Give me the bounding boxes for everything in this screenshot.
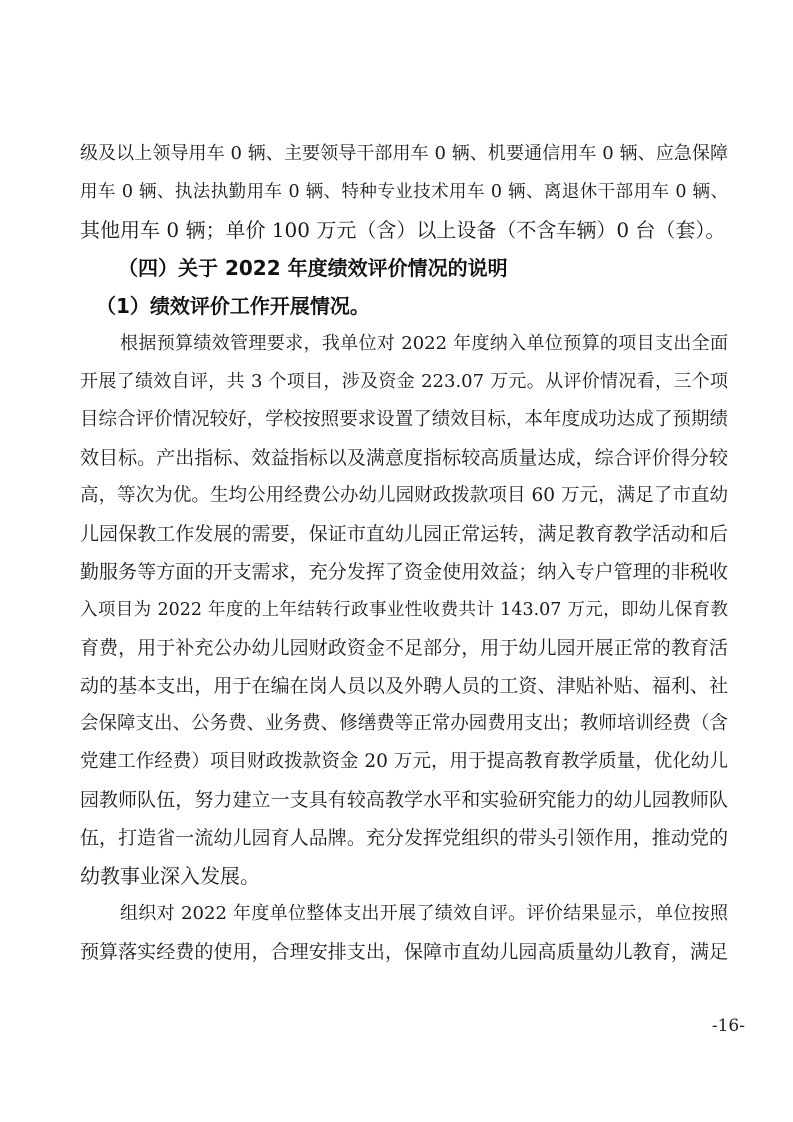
page-number: -16- — [711, 1016, 745, 1036]
text-line: 目综合评价情况较好，学校按照要求设置了绩效目标，本年度成功达成了预期绩 — [80, 409, 728, 430]
text-line: 伍，打造省一流幼儿园育人品牌。充分发挥党组织的带头引领作用，推动党的 — [80, 827, 728, 849]
section-heading: （四）关于 2022 年度绩效评价情况的说明 — [118, 256, 508, 280]
text-line: 高，等次为优。生均公用经费公办幼儿园财政拨款项目 60 万元，满足了市直幼 — [80, 485, 728, 506]
paragraph-first-line: 组织对 2022 年度单位整体支出开展了绩效自评。评价结果显示，单位按照 — [120, 903, 728, 924]
text-line: 效目标。产出指标、效益指标以及满意度指标较高质量达成，综合评价得分较 — [80, 447, 728, 469]
text-line: 入项目为 2022 年度的上年结转行政事业性收费共计 143.07 万元，即幼儿保育教 — [80, 600, 728, 620]
text-line: 园教师队伍，努力建立一支具有较高教学水平和实验研究能力的幼儿园教师队 — [80, 789, 728, 811]
paragraph-first-line: 根据预算绩效管理要求，我单位对 2022 年度纳入单位预算的项目支出全面 — [120, 333, 728, 354]
text-line: 级及以上领导用车 0 辆、主要领导干部用车 0 辆、机要通信用车 0 辆、应急保障 — [80, 143, 728, 164]
text-line: 党建工作经费）项目财政拨款资金 20 万元，用于提高教育教学质量，优化幼儿 — [80, 751, 728, 772]
text-line: 动的基本支出，用于在编在岗人员以及外聘人员的工资、津贴补贴、福利、社 — [80, 675, 728, 697]
text-line: 勤服务等方面的开支需求，充分发挥了资金使用效益；纳入专户管理的非税收 — [80, 561, 728, 583]
text-line: 开展了绩效自评，共 3 个项目，涉及资金 223.07 万元。从评价情况看，三个项 — [80, 371, 728, 392]
text-line: 育费，用于补充公办幼儿园财政资金不足部分，用于幼儿园开展正常的教育活 — [80, 637, 728, 659]
text-line: 会保障支出、公务费、业务费、修缮费等正常办园费用支出；教师培训经费（含 — [80, 713, 728, 734]
text-line: 幼教事业深入发展。 — [80, 864, 260, 888]
text-line: 其他用车 0 辆；单价 100 万元（含）以上设备（不含车辆）0 台（套）。 — [80, 218, 726, 242]
text-line: 儿园保教工作发展的需要，保证市直幼儿园正常运转，满足教育教学活动和后 — [80, 523, 728, 545]
subsection-heading: （1）绩效评价工作开展情况。 — [96, 294, 370, 318]
text-line: 预算落实经费的使用，合理安排支出，保障市直幼儿园高质量幼儿教育，满足 — [80, 941, 728, 963]
text-line: 用车 0 辆、执法执勤用车 0 辆、特种专业技术用车 0 辆、离退休干部用车 0 辆、 — [80, 182, 728, 202]
